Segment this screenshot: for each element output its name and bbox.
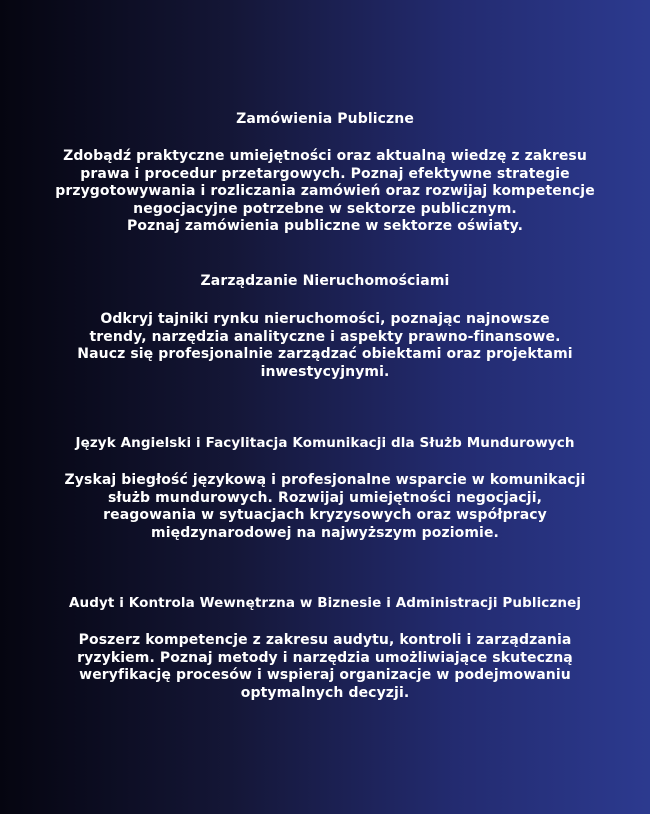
course-title: Zamówienia Publiczne [236,111,414,127]
course-description: Zdobądź praktyczne umiejętności oraz aktualną wiedzę z zakresu prawa i procedur przetargowych. Poznaj efektywne strategie przygotowywania i rozliczania zamówień oraz rozwijaj kompetencje negocjacyjne potrzebne w sektorze publicznym. Poznaj zamówienia publiczne w sektorze oświaty. [55,148,595,234]
course-section-audit-control [0,594,650,702]
course-title: Język Angielski i Facylitacja Komunikacji dla Służb Mundurowych [75,435,575,451]
course-section-english-uniformed-services [0,434,650,542]
course-title: Zarządzanie Nieruchomościami [200,273,450,289]
course-section-real-estate [0,272,650,381]
course-description: Poszerz kompetencje z zakresu audytu, kontroli i zarządzania ryzykiem. Poznaj metody i narzędzia umożliwiające skuteczną weryfikację procesów i wspieraj organizacje w podejmowaniu optymalnych decyzji. [77,632,573,701]
course-section-public-procurement [0,110,650,236]
course-description: Odkryj tajniki rynku nieruchomości, poznając najnowsze trendy, narzędzia analityczne i aspekty prawno-finansowe. Naucz się profesjonalnie zarządzać obiektami oraz projektami inwestycyjnymi. [77,311,573,380]
course-description: Zyskaj biegłość językową i profesjonalne wsparcie w komunikacji służb mundurowych. Rozwijaj umiejętności negocjacji, reagowania w sytuacjach kryzysowych oraz współpracy międzynarodowej na najwyższym poziomie. [64,472,586,541]
course-title: Audyt i Kontrola Wewnętrzna w Biznesie i Administracji Publicznej [68,595,582,611]
